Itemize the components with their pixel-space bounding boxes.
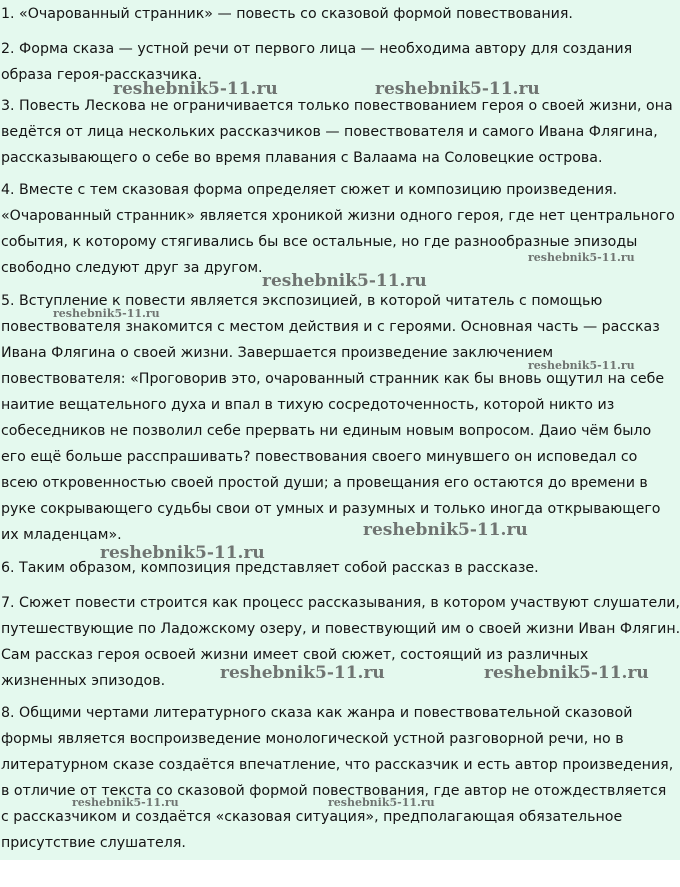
text-line: ведётся от лица нескольких рассказчиков — повествователя и самого Ивана Флягина, <box>1 124 658 140</box>
text-line: наитие вещательного духа и впал в тихую сосредоточенность, которой никто из <box>1 397 615 413</box>
paragraph-5 <box>1 288 679 548</box>
watermark-text: reshebnik5-11.ru <box>375 79 540 99</box>
text-line: 8. Общими чертами литературного сказа как жанра и повествовательной сказовой <box>1 705 633 721</box>
text-line: 5. Вступление к повести является экспозицией, в которой читатель с помощью <box>1 293 603 309</box>
watermark-text: reshebnik5-11.ru <box>262 271 427 291</box>
text-line: присутствие слушателя. <box>1 835 186 851</box>
watermark-text: reshebnik5-11.ru <box>528 251 635 264</box>
text-line: литературном сказе создаётся впечатление, что рассказчик и есть автор произведения, <box>1 757 674 773</box>
text-line: собеседников не позволил себе прервать ни единым новым вопросом. Даио чём было <box>1 423 652 439</box>
watermark-text: reshebnik5-11.ru <box>53 307 160 320</box>
watermark-text: reshebnik5-11.ru <box>528 359 635 372</box>
text-line: Сам рассказ героя освоей жизни имеет свой сюжет, состоящий из различных <box>1 647 589 663</box>
text-line: повествователя знакомится с местом действия и с героями. Основная часть — рассказ <box>1 319 660 335</box>
text-line: повествователя: «Проговорив это, очарованный странник как бы вновь ощутил на себе <box>1 371 665 387</box>
text-line: 4. Вместе с тем сказовая форма определяет сюжет и композицию произведения. <box>1 182 618 198</box>
watermark-text: reshebnik5-11.ru <box>100 543 265 563</box>
text-line: Ивана Флягина о своей жизни. Завершается произведение заключением <box>1 345 554 361</box>
text-line: их младенцам». <box>1 527 122 543</box>
text-line: с рассказчиком и создаётся «сказовая ситуация», предполагающая обязательное <box>1 809 623 825</box>
text-line: формы является воспроизведение монологической устной разговорной речи, но в <box>1 731 624 747</box>
paragraph-4 <box>1 177 679 281</box>
text-line: путешествующие по Ладожскому озеру, и повествующий им о своей жизни Иван Флягин. <box>1 621 680 637</box>
text-line: 7. Сюжет повести строится как процесс рассказывания, в котором участвуют слушатели, <box>1 595 680 611</box>
text-line: «Очарованный странник» является хроникой жизни одного героя, где нет центрального <box>1 208 675 224</box>
watermark-text: reshebnik5-11.ru <box>328 796 435 809</box>
watermark-text: reshebnik5-11.ru <box>484 663 649 683</box>
text-line: образа героя-рассказчика. <box>1 67 202 83</box>
text-line: 1. «Очарованный странник» — повесть со сказовой формой повествования. <box>1 6 573 22</box>
watermark-text: reshebnik5-11.ru <box>72 796 179 809</box>
text-line: рассказывающего о себе во время плавания с Валаама на Соловецкие острова. <box>1 150 603 166</box>
paragraph-8 <box>1 700 679 856</box>
text-line: всею откровенностью своей простой души; а провещания его остаются до времени в <box>1 475 648 491</box>
watermark-text: reshebnik5-11.ru <box>363 520 528 540</box>
paragraph-2 <box>1 36 679 88</box>
text-line: 6. Таким образом, композиция представляет собой рассказ в рассказе. <box>1 560 539 576</box>
text-line: его ещё больше расспрашивать? повествования своего минувшего он исповедал со <box>1 449 638 465</box>
text-line: в отличие от текста со сказовой формой повествования, где автор не отождествляется <box>1 783 667 799</box>
paragraph-1 <box>1 1 679 27</box>
text-line: 2. Форма сказа — устной речи от первого лица — необходима автору для создания <box>1 41 633 57</box>
text-line: жизненных эпизодов. <box>1 673 166 689</box>
text-line: события, к которому стягивались бы все остальные, но где разнообразные эпизоды <box>1 234 638 250</box>
text-line: свободно следуют друг за другом. <box>1 260 263 276</box>
text-line: руке сокрывающего судьбы свои от умных и разумных и только иногда открывающего <box>1 501 661 517</box>
watermark-text: reshebnik5-11.ru <box>220 663 385 683</box>
text-line: 3. Повесть Лескова не ограничивается только повествованием героя о своей жизни, она <box>1 98 673 114</box>
watermark-text: reshebnik5-11.ru <box>113 79 278 99</box>
paragraph-3 <box>1 93 679 171</box>
